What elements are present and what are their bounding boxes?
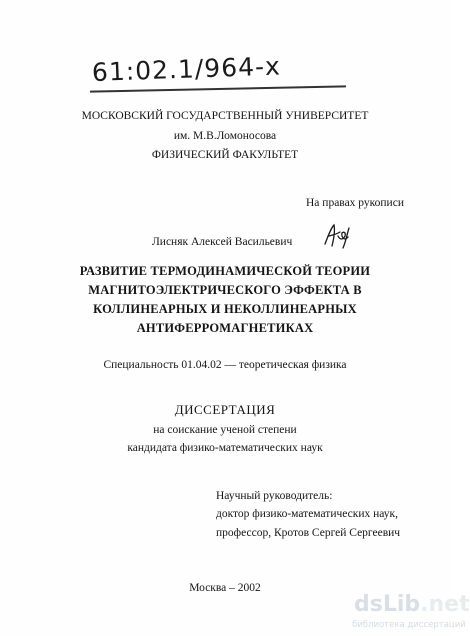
watermark-logo-main: dsLib: [354, 592, 421, 617]
signature-icon: [322, 222, 352, 250]
university-subtitle: им. М.В.Ломоносова: [173, 130, 277, 142]
city-year: Москва – 2002: [189, 582, 261, 594]
title-line-3: КОЛЛИНЕАРНЫХ И НЕКОЛЛИНЕАРНЫХ: [93, 302, 357, 316]
supervisor-name: профессор, Кротов Сергей Сергеевич: [216, 527, 401, 539]
watermark-logo: [354, 592, 470, 617]
author-name: Лисняк Алексей Васильевич: [152, 236, 293, 248]
supervisor-degree: доктор физико-математических наук,: [216, 508, 399, 520]
faculty-name: ФИЗИЧЕСКИЙ ФАКУЛЬТЕТ: [151, 149, 299, 161]
handwritten-catalog-stamp: 61:02.1/964-x: [91, 51, 282, 87]
supervisor-label: Научный руководитель:: [216, 490, 333, 502]
specialty-line: Специальность 01.04.02 — теоретическая физика: [103, 359, 347, 371]
title-line-1: РАЗВИТИЕ ТЕРМОДИНАМИЧЕСКОЙ ТЕОРИИ: [79, 264, 371, 278]
rights-note: На правах рукописи: [306, 197, 404, 209]
degree-line-2: кандидата физико-математических наук: [127, 442, 323, 454]
university-name: МОСКОВСКИЙ ГОСУДАРСТВЕННЫЙ УНИВЕРСИТЕТ: [81, 110, 369, 122]
degree-line-1: на соискание ученой степени: [153, 424, 297, 436]
site-watermark: [352, 592, 470, 636]
title-line-4: АНТИФЕРРОМАГНЕТИКАХ: [136, 321, 314, 335]
watermark-logo-suffix: .net: [420, 592, 470, 617]
title-line-2: МАГНИТОЭЛЕКТРИЧЕСКОГО ЭФФЕКТА В: [88, 283, 362, 297]
watermark-tagline: библиотека диссертаций: [352, 620, 466, 630]
dissertation-heading: ДИССЕРТАЦИЯ: [174, 402, 276, 417]
stamp-underline: [90, 85, 346, 92]
